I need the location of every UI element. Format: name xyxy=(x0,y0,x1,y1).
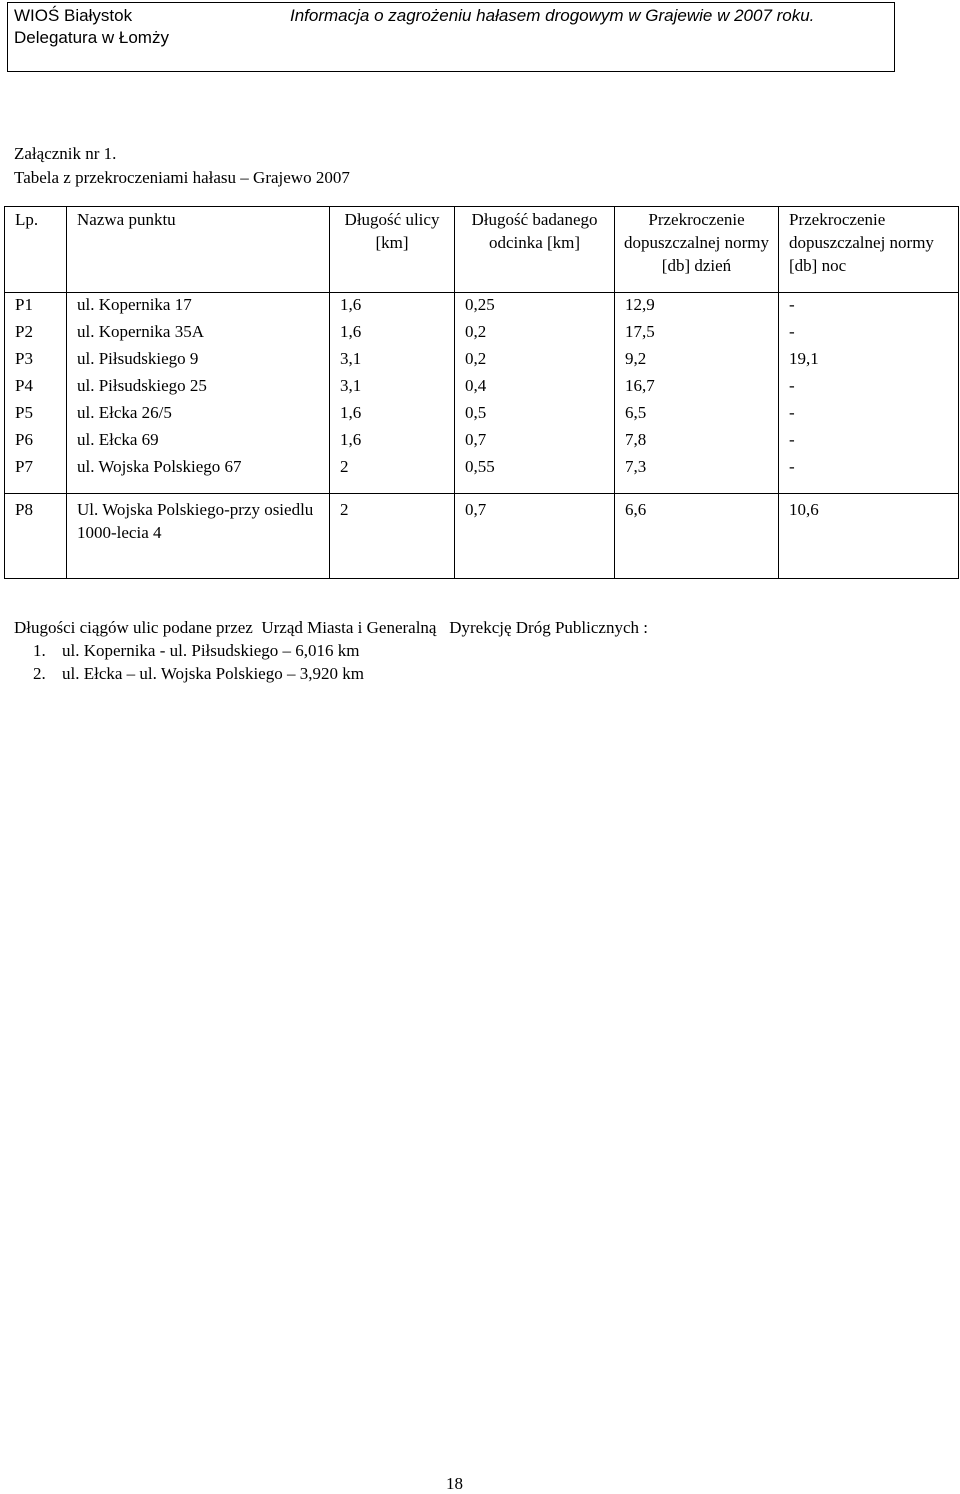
header-day-exceedance: Przekroczenie dopuszczalnej normy [db] dzień xyxy=(615,207,779,293)
header-night-exceedance: Przekroczenie dopuszczalnej normy [db] noc xyxy=(779,207,959,293)
table-row xyxy=(5,401,959,428)
table-row xyxy=(5,347,959,374)
cell-point-name: ul. Kopernika 35A xyxy=(67,320,330,347)
table-row xyxy=(5,293,959,321)
cell-street-length: 1,6 xyxy=(330,293,455,321)
cell-point-name: ul. Kopernika 17 xyxy=(67,293,330,321)
cell-lp: P6 xyxy=(5,428,67,455)
cell-night: - xyxy=(779,428,959,455)
cell-night: 19,1 xyxy=(779,347,959,374)
cell-segment-length: 0,5 xyxy=(455,401,615,428)
table-row xyxy=(5,428,959,455)
cell-lp: P4 xyxy=(5,374,67,401)
cell-night: - xyxy=(779,455,959,494)
list-item: 2. ul. Ełcka – ul. Wojska Polskiego – 3,920 km xyxy=(50,662,648,685)
cell-segment-length: 0,25 xyxy=(455,293,615,321)
cell-segment-length: 0,2 xyxy=(455,320,615,347)
list-item: 1. ul. Kopernika - ul. Piłsudskiego – 6,016 km xyxy=(50,639,648,662)
cell-lp: P5 xyxy=(5,401,67,428)
header-street-length: Długość ulicy [km] xyxy=(330,207,455,293)
cell-point-name: ul. Piłsudskiego 9 xyxy=(67,347,330,374)
cell-segment-length: 0,7 xyxy=(455,428,615,455)
page-number: 18 xyxy=(446,1474,463,1493)
cell-day: 7,8 xyxy=(615,428,779,455)
cell-night: 10,6 xyxy=(779,494,959,579)
notes-list xyxy=(14,639,648,685)
cell-day: 6,5 xyxy=(615,401,779,428)
cell-lp: P3 xyxy=(5,347,67,374)
header-organization xyxy=(14,5,169,49)
table-row xyxy=(5,374,959,401)
cell-point-name: Ul. Wojska Polskiego-przy osiedlu 1000-lecia 4 xyxy=(67,494,330,579)
cell-segment-length: 0,4 xyxy=(455,374,615,401)
notes-intro: Długości ciągów ulic podane przez Urząd Miasta i Generalną Dyrekcję Dróg Publicznych : xyxy=(14,618,648,637)
cell-segment-length: 0,55 xyxy=(455,455,615,494)
cell-day: 9,2 xyxy=(615,347,779,374)
cell-street-length: 2 xyxy=(330,494,455,579)
cell-segment-length: 0,7 xyxy=(455,494,615,579)
cell-street-length: 1,6 xyxy=(330,428,455,455)
cell-segment-length: 0,2 xyxy=(455,347,615,374)
cell-point-name: ul. Wojska Polskiego 67 xyxy=(67,455,330,494)
cell-street-length: 1,6 xyxy=(330,320,455,347)
cell-day: 17,5 xyxy=(615,320,779,347)
cell-street-length: 3,1 xyxy=(330,374,455,401)
cell-night: - xyxy=(779,293,959,321)
table-row xyxy=(5,494,959,579)
org-name: WIOŚ Białystok xyxy=(14,6,133,25)
header-lp: Lp. xyxy=(5,207,67,293)
cell-lp: P7 xyxy=(5,455,67,494)
table-header-row xyxy=(5,207,959,293)
table-row xyxy=(5,455,959,494)
document-title: Informacja o zagrożeniu hałasem drogowym w Grajewie w 2007 roku. xyxy=(290,6,815,25)
cell-day: 12,9 xyxy=(615,293,779,321)
attachment-label: Załącznik nr 1. xyxy=(14,144,117,163)
cell-night: - xyxy=(779,320,959,347)
org-branch: Delegatura w Łomży xyxy=(14,28,169,47)
cell-point-name: ul. Ełcka 69 xyxy=(67,428,330,455)
cell-day: 6,6 xyxy=(615,494,779,579)
header-point-name: Nazwa punktu xyxy=(67,207,330,293)
cell-day: 16,7 xyxy=(615,374,779,401)
intro xyxy=(14,142,350,190)
header-segment-length: Długość badanego odcinka [km] xyxy=(455,207,615,293)
cell-street-length: 3,1 xyxy=(330,347,455,374)
notes xyxy=(14,616,648,685)
table-title: Tabela z przekroczeniami hałasu – Grajewo 2007 xyxy=(14,168,350,187)
cell-point-name: ul. Ełcka 26/5 xyxy=(67,401,330,428)
cell-day: 7,3 xyxy=(615,455,779,494)
cell-street-length: 2 xyxy=(330,455,455,494)
table-row xyxy=(5,320,959,347)
cell-lp: P2 xyxy=(5,320,67,347)
cell-night: - xyxy=(779,401,959,428)
cell-night: - xyxy=(779,374,959,401)
noise-exceedance-table xyxy=(4,206,959,579)
cell-lp: P8 xyxy=(5,494,67,579)
page-header xyxy=(7,2,895,72)
cell-street-length: 1,6 xyxy=(330,401,455,428)
cell-point-name: ul. Piłsudskiego 25 xyxy=(67,374,330,401)
cell-lp: P1 xyxy=(5,293,67,321)
